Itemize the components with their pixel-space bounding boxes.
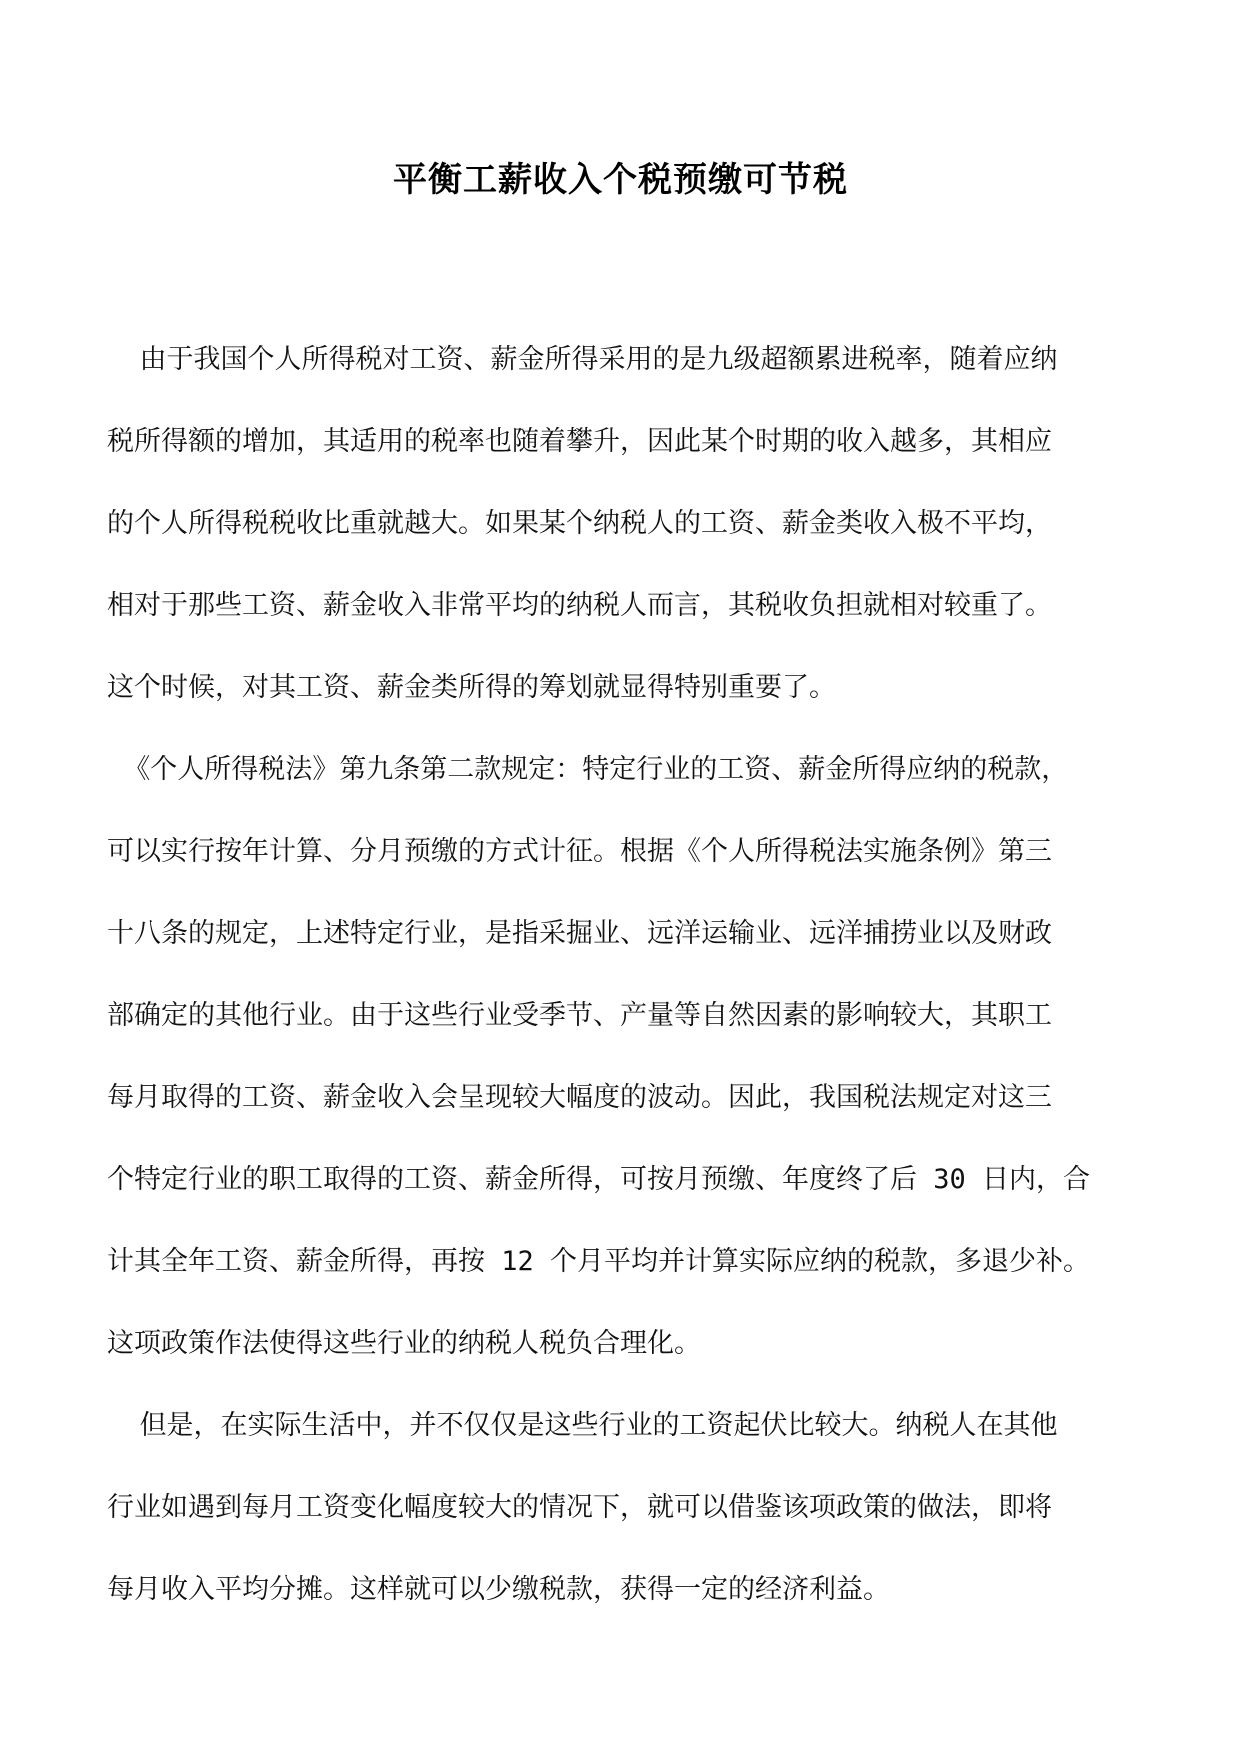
document-body — [107, 340, 1143, 1652]
paragraph-line: 个特定行业的职工取得的工资、薪金所得，可按月预缴、年度终了后 30 日内，合 — [107, 1164, 1091, 1195]
paragraph-3 — [107, 1406, 1143, 1652]
paragraph-line: 这项政策作法使得这些行业的纳税人税负合理化。 — [107, 1328, 701, 1359]
paragraph-line: 十八条的规定，上述特定行业，是指采掘业、远洋运输业、远洋捕捞业以及财政 — [107, 918, 1052, 949]
paragraph-line: 部确定的其他行业。由于这些行业受季节、产量等自然因素的影响较大，其职工 — [107, 1000, 1052, 1031]
paragraph-line: 的个人所得税税收比重就越大。如果某个纳税人的工资、薪金类收入极不平均， — [107, 508, 1052, 539]
paragraph-line: 税所得额的增加，其适用的税率也随着攀升，因此某个时期的收入越多，其相应 — [107, 426, 1052, 457]
paragraph-line: 但是，在实际生活中，并不仅仅是这些行业的工资起伏比较大。纳税人在其他 — [107, 1410, 1058, 1441]
document-title: 平衡工薪收入个税预缴可节税 — [393, 160, 848, 200]
paragraph-line: 这个时候，对其工资、薪金类所得的筹划就显得特别重要了。 — [107, 672, 836, 703]
paragraph-line: 可以实行按年计算、分月预缴的方式计征。根据《个人所得税法实施条例》第三 — [107, 836, 1052, 867]
paragraph-line: 每月收入平均分摊。这样就可以少缴税款，获得一定的经济利益。 — [107, 1574, 890, 1605]
paragraph-1 — [107, 340, 1143, 750]
paragraph-line: 由于我国个人所得税对工资、薪金所得采用的是九级超额累进税率，随着应纳 — [107, 344, 1058, 375]
paragraph-line: 行业如遇到每月工资变化幅度较大的情况下，就可以借鉴该项政策的做法，即将 — [107, 1492, 1052, 1523]
paragraph-line: 相对于那些工资、薪金收入非常平均的纳税人而言，其税收负担就相对较重了。 — [107, 590, 1052, 621]
paragraph-line: 计其全年工资、薪金所得，再按 12 个月平均并计算实际应纳的税款，多退少补。 — [107, 1246, 1091, 1277]
paragraph-line: 《个人所得税法》第九条第二款规定：特定行业的工资、薪金所得应纳的税款， — [107, 754, 1069, 785]
paragraph-line: 每月取得的工资、薪金收入会呈现较大幅度的波动。因此，我国税法规定对这三 — [107, 1082, 1052, 1113]
paragraph-2 — [107, 750, 1143, 1406]
